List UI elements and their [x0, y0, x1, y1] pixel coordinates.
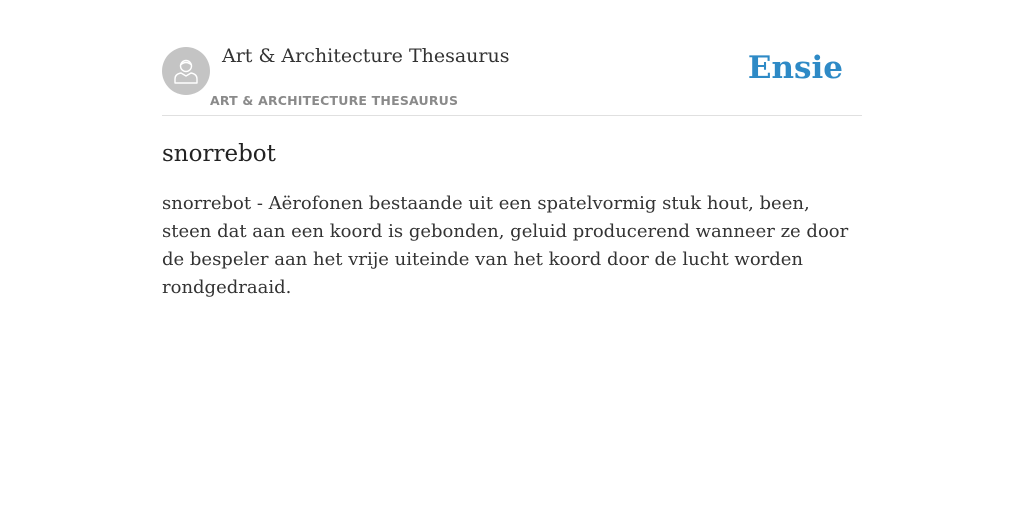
- source-subtitle[interactable]: ART & ARCHITECTURE THESAURUS: [210, 93, 459, 108]
- page: [162, 0, 862, 302]
- header: [162, 47, 862, 116]
- user-icon: [171, 56, 201, 86]
- source-title[interactable]: Art & Architecture Thesaurus: [222, 45, 510, 67]
- avatar[interactable]: [162, 47, 210, 95]
- entry-term: snorrebot: [162, 141, 276, 167]
- entry-definition: snorrebot - Aërofonen bestaande uit een spatelvormig stuk hout, been, steen dat aan een koord is gebonden, geluid producerend wanneer ze door de bespeler aan het vrije uiteinde van het koord door de lucht worden rondgedraaid.: [162, 193, 849, 298]
- brand-logo[interactable]: Ensie: [747, 50, 843, 86]
